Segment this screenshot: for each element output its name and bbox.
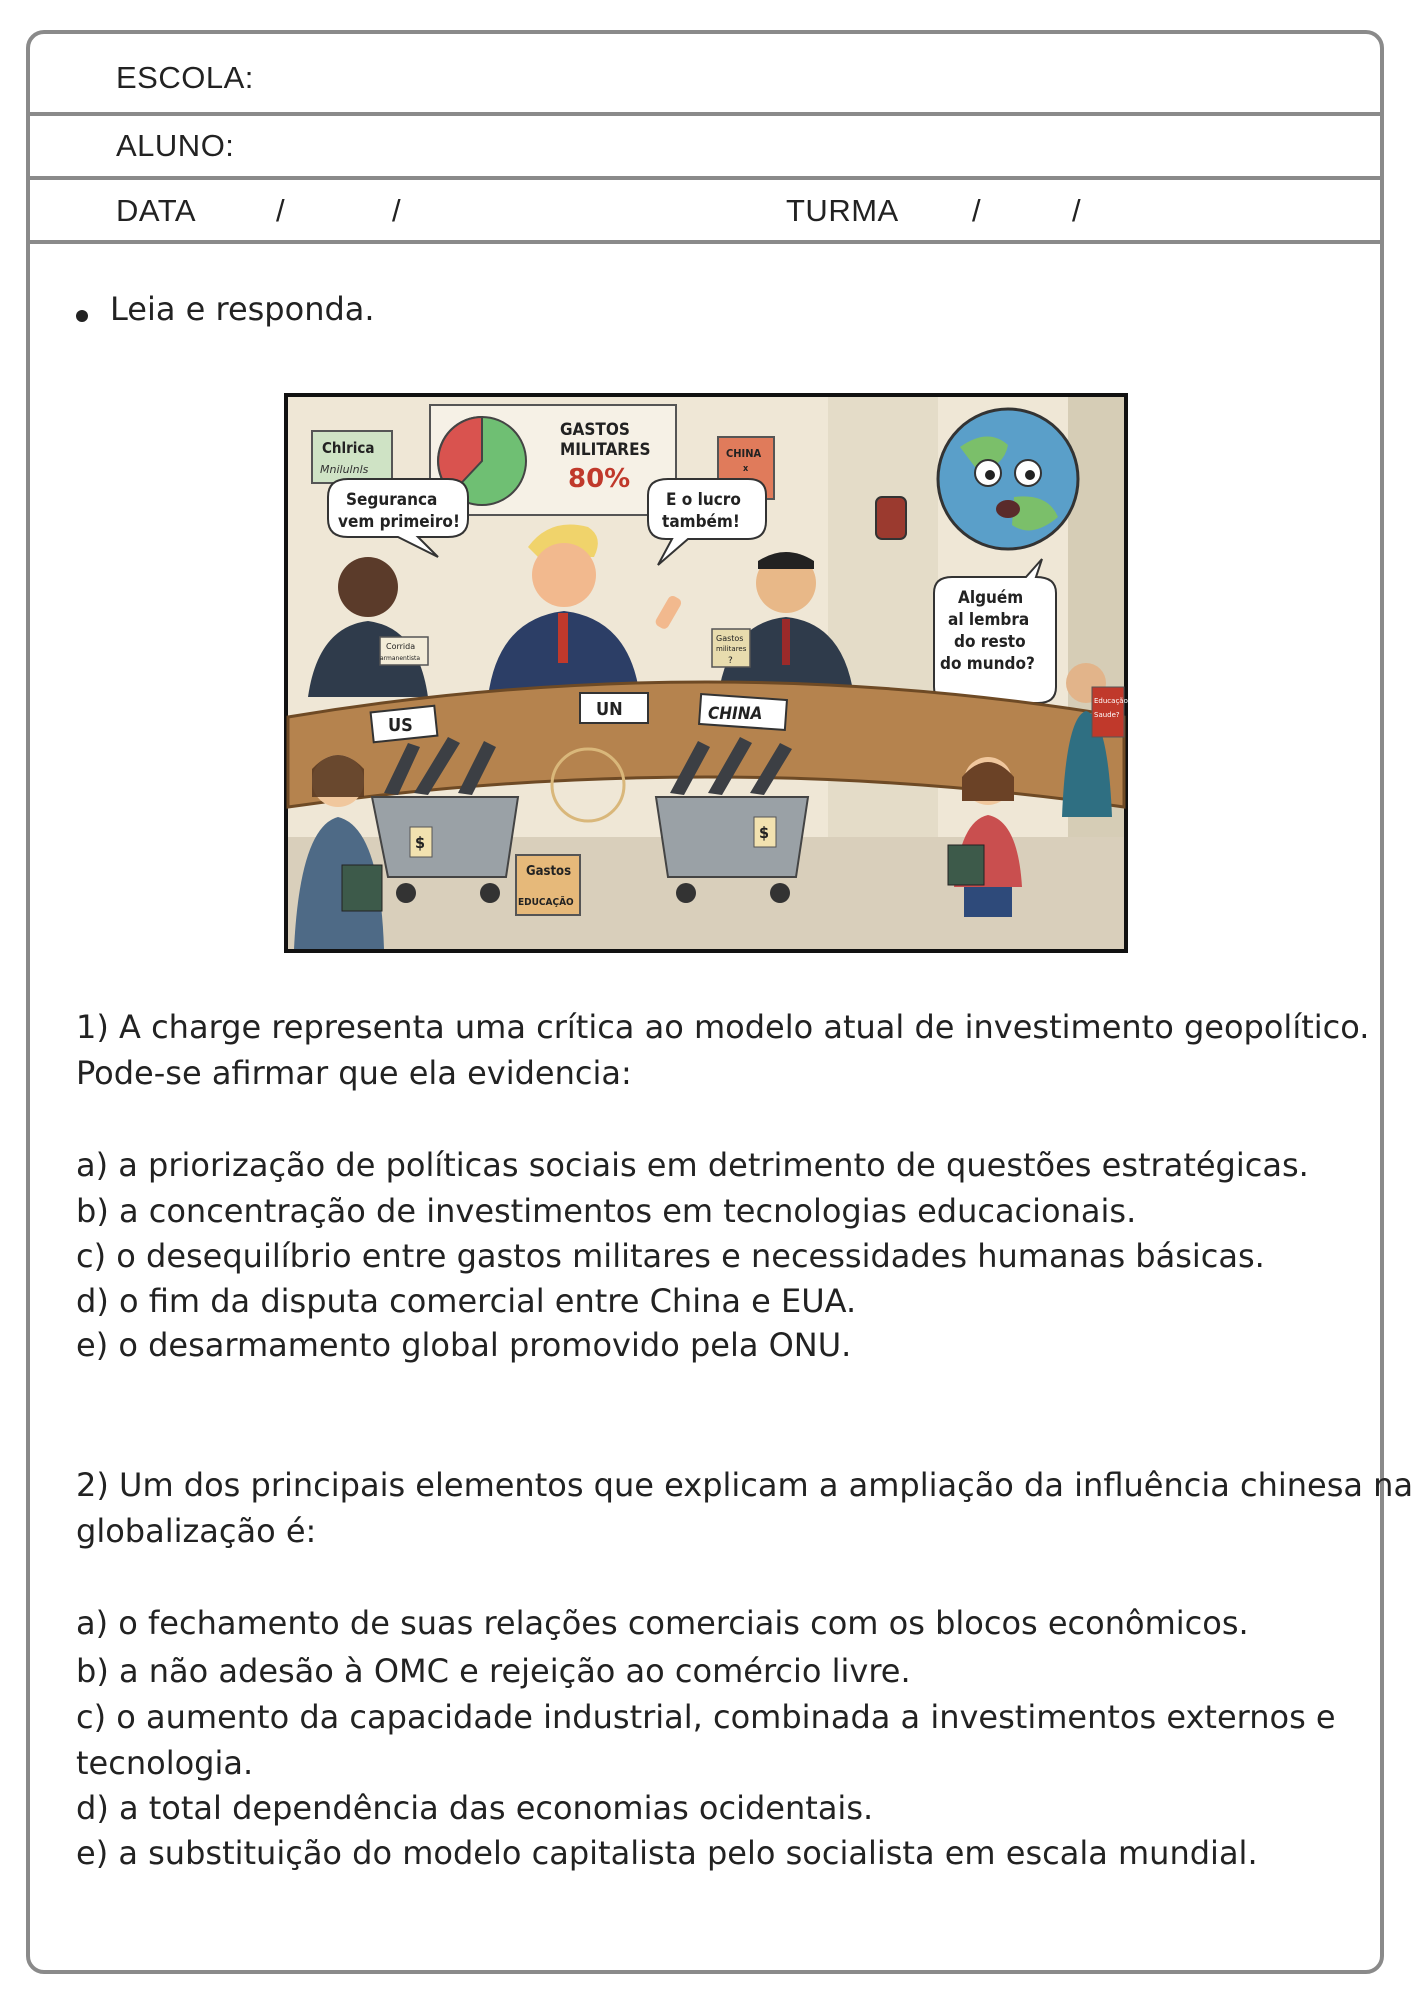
student-label: ALUNO:: [116, 128, 235, 163]
question-1-option-a[interactable]: a) a priorização de políticas sociais em detrimento de questões estratégicas.: [76, 1146, 1309, 1184]
poster-title: GASTOS: [560, 420, 630, 440]
race-sign: [380, 637, 428, 665]
svg-text:E o lucro: E o lucro: [666, 490, 741, 510]
svg-text:Saude?: Saude?: [1094, 711, 1120, 719]
spending-sign: [712, 629, 750, 667]
date-slash: /: [392, 193, 402, 228]
poster-title: MILITARES: [560, 440, 651, 460]
class-slash: /: [972, 193, 982, 228]
question-1-option-c[interactable]: c) o desequilíbrio entre gastos militares e necessidades humanas básicas.: [76, 1237, 1265, 1275]
header-divider: [26, 240, 1384, 244]
question-2-stem: 2) Um dos principais elementos que explicam a ampliação da influência chinesa na: [76, 1466, 1414, 1504]
date-label: DATA: [116, 193, 197, 228]
svg-text:al lembra: al lembra: [948, 610, 1030, 630]
school-label: ESCOLA:: [116, 60, 254, 95]
poster-percent: 80%: [568, 464, 631, 494]
svg-text:$: $: [759, 823, 770, 842]
svg-text:Gastos: Gastos: [716, 634, 744, 643]
class-slash: /: [1072, 193, 1082, 228]
instruction-text: Leia e responda.: [110, 290, 375, 328]
political-cartoon: [284, 393, 1128, 953]
svg-text:Alguém: Alguém: [958, 588, 1024, 608]
placard-us: [371, 706, 438, 743]
svg-text:também!: também!: [662, 512, 740, 532]
svg-text:Gastos: Gastos: [526, 864, 572, 879]
wall-education-sign: [1092, 687, 1128, 737]
class-label: TURMA: [786, 193, 899, 228]
svg-text:Chlrica: Chlrica: [322, 439, 375, 457]
svg-text:Mnilulnls: Mnilulnls: [320, 463, 369, 476]
svg-text:militares: militares: [716, 645, 747, 653]
bullet-icon: [76, 310, 88, 322]
svg-text:do mundo?: do mundo?: [940, 654, 1035, 674]
question-2-option-c[interactable]: c) o aumento da capacidade industrial, combinada a investimentos externos e: [76, 1698, 1336, 1736]
question-2-option-e[interactable]: e) a substituição do modelo capitalista pelo socialista em escala mundial.: [76, 1834, 1258, 1872]
question-2-option-c-continued: tecnologia.: [76, 1744, 254, 1782]
svg-text:Corrida: Corrida: [386, 642, 416, 651]
question-2-stem: globalização é:: [76, 1512, 317, 1550]
question-1-stem: 1) A charge representa uma crítica ao modelo atual de investimento geopolítico.: [76, 1008, 1370, 1046]
question-1-option-d[interactable]: d) o fim da disputa comercial entre China e EUA.: [76, 1282, 857, 1320]
question-1-option-b[interactable]: b) a concentração de investimentos em tecnologias educacionais.: [76, 1192, 1137, 1230]
speech-bubble-world: [934, 559, 1056, 703]
svg-text:US: US: [388, 715, 413, 736]
svg-text:UN: UN: [596, 699, 623, 720]
svg-text:armanentista: armanentista: [380, 655, 421, 662]
svg-text:x: x: [743, 464, 749, 474]
svg-text:CHINA: CHINA: [726, 447, 762, 460]
svg-text:CHINA: CHINA: [708, 704, 763, 724]
placard-un: [580, 693, 648, 723]
svg-text:Educação: Educação: [1094, 697, 1128, 705]
svg-text:EDUCAÇÃO: EDUCAÇÃO: [518, 897, 574, 908]
svg-text:?: ?: [728, 656, 733, 666]
question-1-stem: Pode-se afirmar que ela evidencia:: [76, 1054, 632, 1092]
question-2-option-a[interactable]: a) o fechamento de suas relações comerciais com os blocos econômicos.: [76, 1604, 1249, 1642]
placard-china: [699, 694, 787, 730]
svg-text:vem primeiro!: vem primeiro!: [338, 512, 460, 532]
question-1-option-e[interactable]: e) o desarmamento global promovido pela ONU.: [76, 1326, 852, 1364]
date-slash: /: [276, 193, 286, 228]
header-divider: [26, 112, 1384, 116]
svg-text:$: $: [415, 833, 426, 852]
svg-text:do resto: do resto: [954, 632, 1026, 652]
question-2-option-d[interactable]: d) a total dependência das economias ocidentais.: [76, 1789, 874, 1827]
left-wall-sign: [312, 431, 392, 483]
header-divider: [26, 176, 1384, 180]
education-sign: [516, 855, 580, 915]
question-2-option-b[interactable]: b) a não adesão à OMC e rejeição ao comércio livre.: [76, 1652, 911, 1690]
svg-text:Seguranca: Seguranca: [346, 490, 438, 510]
